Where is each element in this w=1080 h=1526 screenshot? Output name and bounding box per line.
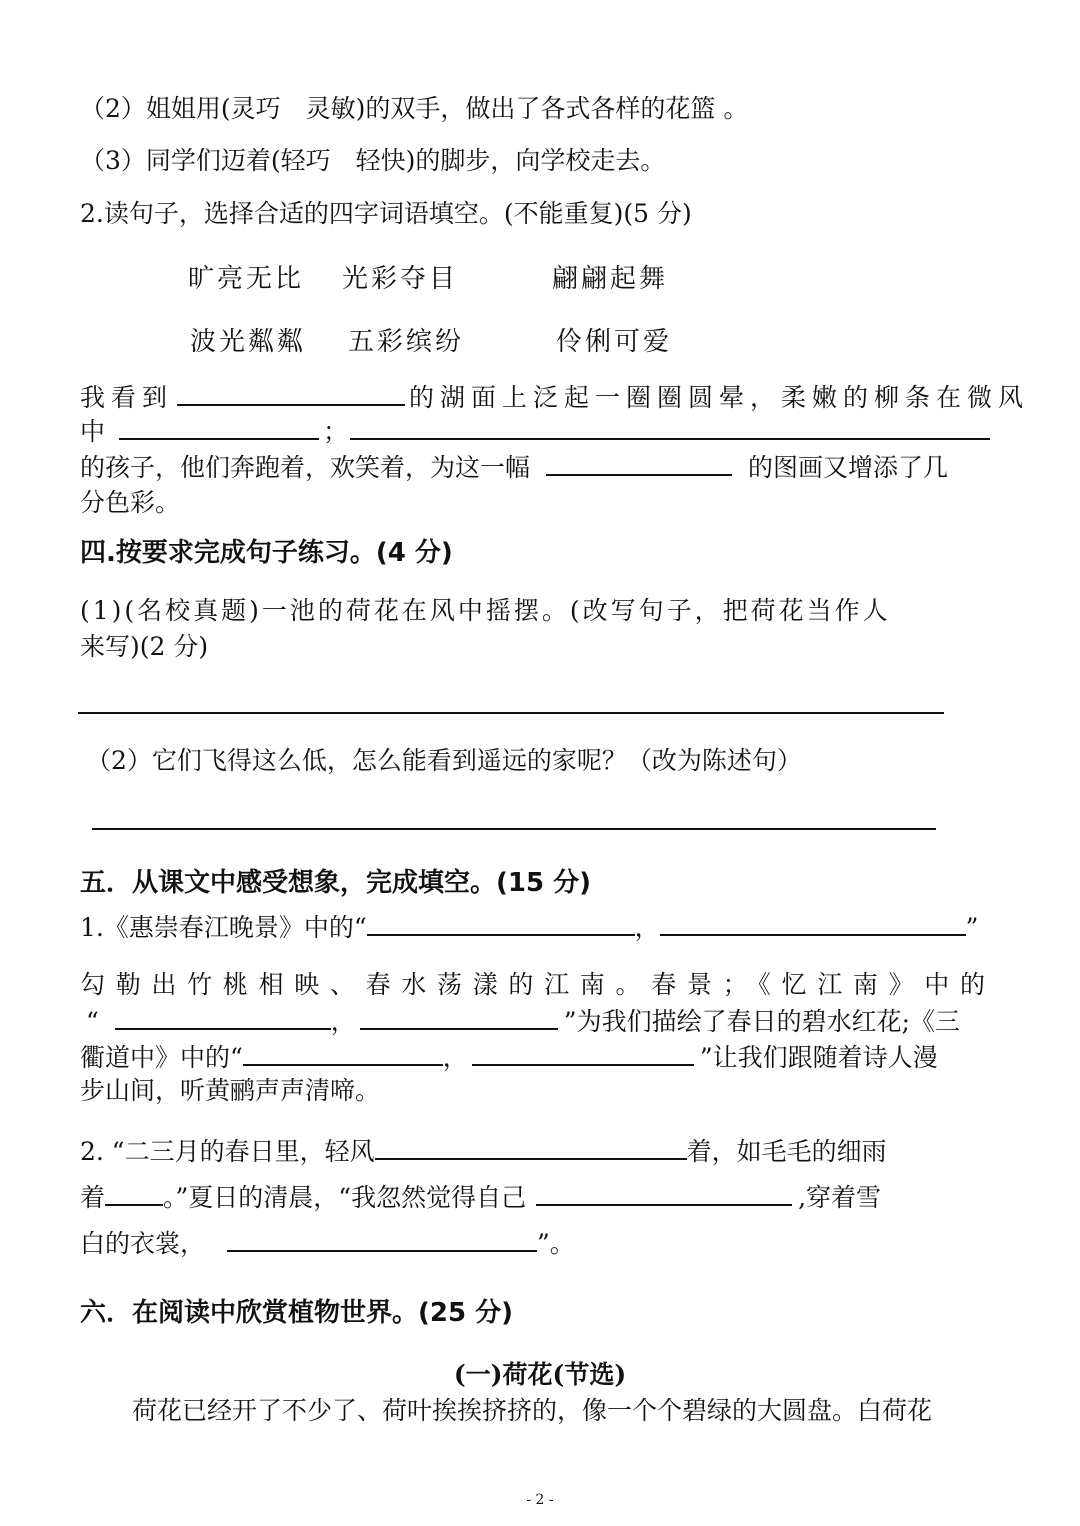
text-segment: 2. “二三月的春日里，轻风: [80, 1137, 375, 1166]
text-segment: ，: [634, 913, 660, 942]
text-segment: 的图画又增添了几: [748, 453, 949, 482]
text-segment: 衢道中》中的“: [80, 1043, 243, 1072]
text-segment: 。”夏日的清晨，“我忽然觉得自己: [163, 1183, 527, 1212]
answer-line[interactable]: [78, 712, 944, 714]
p5-q2-line2: [80, 1180, 881, 1215]
text-segment: ，: [330, 1007, 356, 1036]
p5-q1-line1: [80, 910, 978, 945]
text-segment: 着: [80, 1183, 106, 1212]
q1-item-3: （3）同学们迈着(轻巧 轻快)的脚步，向学校走去。: [80, 146, 666, 175]
p5-q1-line4: [80, 1040, 938, 1075]
fill-line-4: 分色彩。: [80, 488, 181, 517]
text-segment: “: [86, 1007, 99, 1036]
fill-line-3: [80, 450, 948, 485]
text-segment: 1.《惠崇春江晚景》中的“: [80, 913, 367, 942]
answer-blank[interactable]: [472, 1040, 694, 1066]
p4-q1-line2: 来写)(2 分): [80, 632, 209, 661]
word-option: 五彩缤纷: [348, 327, 465, 357]
text-segment: 白的衣裳，: [80, 1229, 206, 1258]
text-segment: ”让我们跟随着诗人漫: [699, 1043, 938, 1072]
word-option: 波光粼粼: [190, 327, 307, 357]
answer-blank[interactable]: [360, 1004, 558, 1030]
answer-blank[interactable]: [227, 1226, 537, 1252]
p5-q2-line3: [80, 1226, 575, 1261]
answer-blank[interactable]: [119, 414, 319, 440]
p5-q1-line5: 步山间，听黄鹂声声清啼。: [80, 1076, 381, 1105]
p5-q1-line3: [86, 1004, 960, 1039]
text-segment: 着，如毛毛的细雨: [686, 1137, 887, 1166]
passage-line-1: 荷花已经开了不少了、荷叶挨挨挤挤的，像一个个碧绿的大圆盘。白荷花: [132, 1396, 933, 1425]
text-segment: ”为我们描绘了春日的碧水红花;《三: [563, 1007, 961, 1036]
passage-title: (一)荷花(节选): [453, 1360, 627, 1389]
p5-q2-line1: [80, 1134, 887, 1169]
answer-blank[interactable]: [536, 1180, 792, 1206]
answer-blank[interactable]: [546, 450, 732, 476]
text-segment: 的孩子，他们奔跑着，欢笑着，为这一幅: [80, 453, 531, 482]
answer-blank[interactable]: [350, 414, 990, 440]
word-option: 旷亮无比: [188, 264, 305, 294]
answer-blank[interactable]: [367, 910, 635, 936]
answer-blank[interactable]: [243, 1040, 443, 1066]
text-segment: 我看到: [80, 383, 174, 412]
answer-blank[interactable]: [105, 1180, 163, 1206]
section-6-heading: 六．在阅读中欣赏植物世界。(25 分): [80, 1298, 513, 1328]
answer-blank[interactable]: [375, 1134, 687, 1160]
q1-item-2: （2）姐姐用(灵巧 灵敏)的双手，做出了各式各样的花篮 。: [80, 94, 749, 123]
word-option: 翩翩起舞: [552, 264, 669, 294]
text-segment: ，: [442, 1043, 468, 1072]
fill-line-2: [80, 414, 990, 449]
word-option: 伶俐可爱: [556, 327, 673, 357]
text-segment: ”: [965, 913, 979, 942]
text-segment: ,穿着雪: [798, 1183, 882, 1212]
answer-blank[interactable]: [115, 1004, 331, 1030]
text-segment: ”。: [537, 1229, 575, 1258]
q2-prompt: 2.读句子，选择合适的四字词语填空。(不能重复)(5 分): [80, 199, 692, 228]
answer-line[interactable]: [92, 828, 936, 830]
section-5-heading: 五．从课文中感受想象，完成填空。(15 分): [80, 868, 591, 898]
page-number: - 2 -: [526, 1492, 554, 1508]
answer-blank[interactable]: [660, 910, 966, 936]
section-4-heading: 四.按要求完成句子练习。(4 分): [80, 538, 453, 568]
word-option: 光彩夺目: [342, 264, 459, 294]
text-segment: ；: [323, 417, 349, 446]
text-segment: 的湖面上泛起一圈圈圆晕，柔嫩的柳条在微风: [409, 383, 1030, 412]
p5-q1-line2: 勾勒出竹桃相映、春水荡漾的江南。春景；《忆江南》中的: [80, 970, 996, 999]
p4-q2: （2）它们飞得这么低，怎么能看到遥远的家呢？（改为陈述句）: [86, 746, 802, 775]
fill-line-1: [80, 380, 1029, 415]
text-segment: 中: [80, 417, 106, 446]
answer-blank[interactable]: [177, 380, 405, 406]
p4-q1-line1: (1)(名校真题)一池的荷花在风中摇摆。(改写句子，把荷花当作人: [80, 596, 891, 625]
